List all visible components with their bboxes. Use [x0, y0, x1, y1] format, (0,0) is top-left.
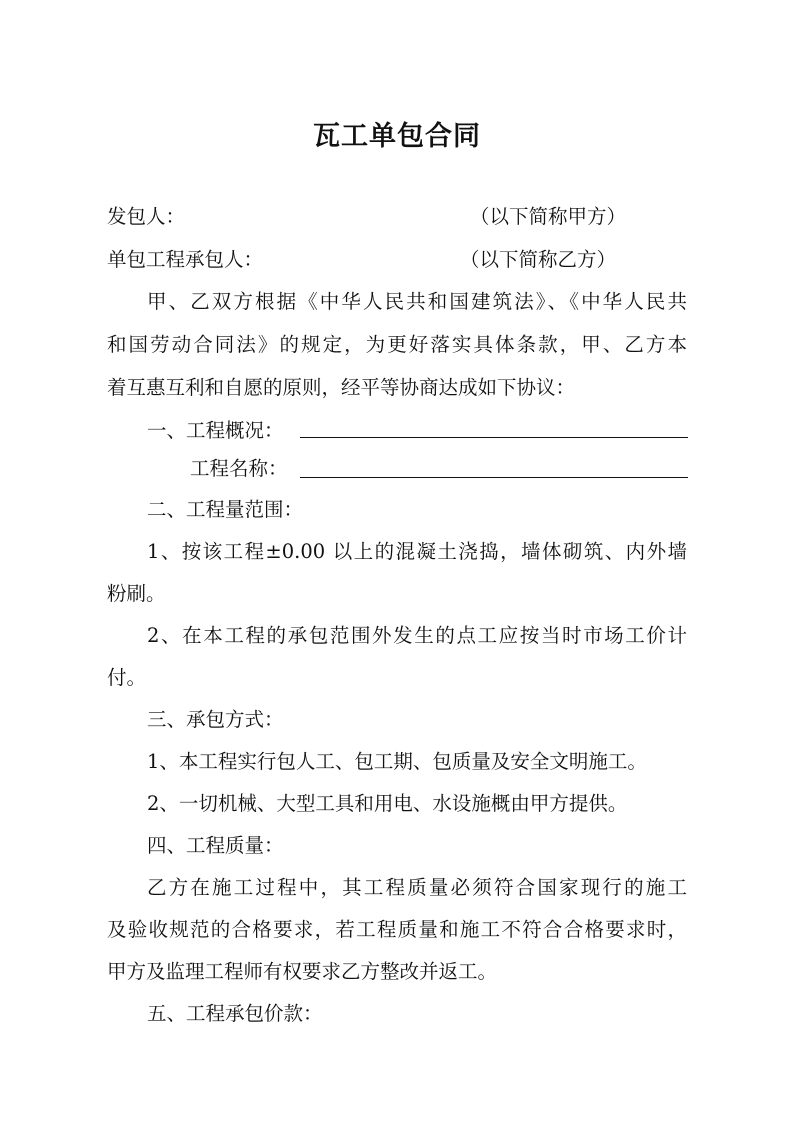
project-overview-blank[interactable] — [300, 437, 688, 438]
employer-note: （以下简称甲方） — [470, 205, 627, 228]
project-name-blank[interactable] — [300, 477, 688, 478]
section2-heading: 二、工程量范围： — [147, 498, 304, 521]
contractor-note: （以下简称乙方） — [460, 248, 617, 271]
section3-item2: 2、一切机械、大型工具和用电、水设施概由甲方提供。 — [147, 792, 628, 815]
section4-body: 及验收规范的合格要求，若工程质量和施工不符合合格要求时， — [107, 918, 687, 941]
section2-item1-cont: 粉刷。 — [107, 582, 166, 605]
section5-heading: 五、工程承包价款： — [147, 1002, 323, 1025]
preamble-line: 甲、乙双方根据《中华人民共和国建筑法》、《中华人民共 — [147, 290, 687, 313]
project-name-label: 工程名称： — [190, 457, 288, 480]
section2-item1: 1、按该工程±0.00 以上的混凝土浇捣，墙体砌筑、内外墙 — [147, 540, 687, 563]
contractor-label: 单包工程承包人： — [107, 248, 264, 271]
section4-body: 乙方在施工过程中，其工程质量必须符合国家现行的施工 — [147, 876, 687, 899]
preamble-line: 和国劳动合同法》的规定，为更好落实具体条款，甲、乙方本 — [107, 333, 687, 356]
employer-label: 发包人： — [107, 205, 186, 228]
section4-body: 甲方及监理工程师有权要求乙方整改并返工。 — [107, 960, 498, 983]
preamble-line: 着互惠互利和自愿的原则，经平等协商达成如下协议： — [107, 376, 576, 399]
section3-heading: 三、承包方式： — [147, 708, 284, 731]
section1-heading: 一、工程概况： — [147, 419, 284, 442]
section2-item2: 2、在本工程的承包范围外发生的点工应按当时市场工价计 — [147, 624, 687, 647]
section3-item1: 1、本工程实行包人工、包工期、包质量及安全文明施工。 — [147, 750, 647, 773]
section2-item2-cont: 付。 — [107, 666, 147, 689]
document-title: 瓦工单包合同 — [313, 121, 481, 152]
section4-heading: 四、工程质量： — [147, 834, 284, 857]
